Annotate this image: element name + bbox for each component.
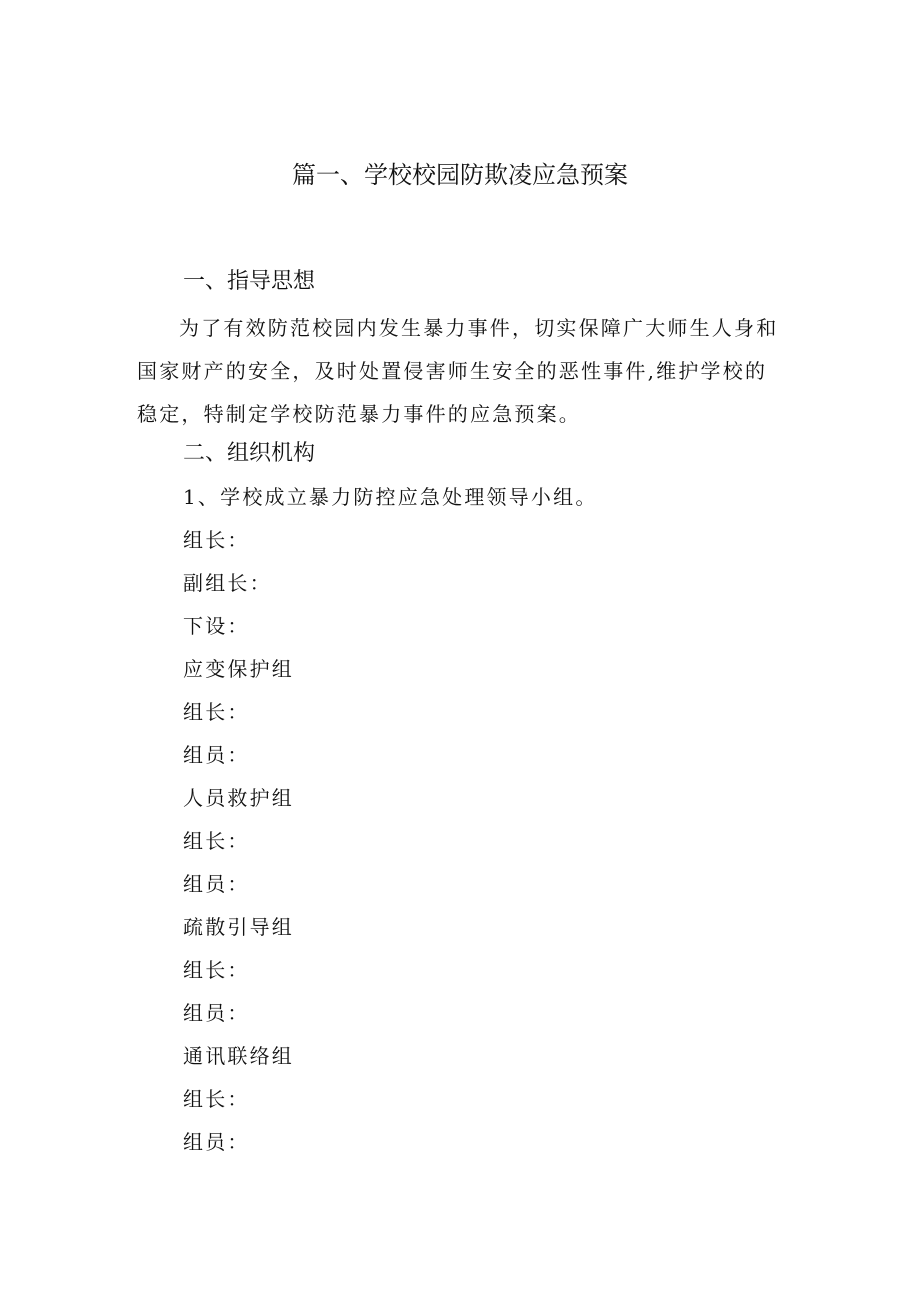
org-line: 组长： — [183, 700, 250, 724]
org-line: 组员： — [183, 1001, 250, 1025]
org-line: 组员： — [183, 1130, 250, 1154]
guiding-ideology-paragraph — [137, 307, 787, 436]
org-line-leading-group: 1、学校成立暴力防控应急处理领导小组。 — [183, 485, 598, 509]
org-line: 组长： — [183, 1087, 250, 1111]
org-line-group-name: 疏散引导组 — [183, 915, 294, 939]
org-line-group-name: 通讯联络组 — [183, 1044, 294, 1068]
org-line: 组长： — [183, 958, 250, 982]
paragraph-text: 为了有效防范校园内发生暴力事件，切实保障广大师生人身和国家财产的安全，及时处置侵害师生安全的恶性事件,维护学校的稳定，特制定学校防范暴力事件的应急预案。 — [137, 316, 779, 426]
org-line: 组员： — [183, 743, 250, 767]
org-line: 副组长： — [183, 571, 272, 595]
section-heading-guiding-ideology: 一、指导思想 — [183, 269, 316, 294]
org-line: 组长： — [183, 829, 250, 853]
org-line-group-name: 人员救护组 — [183, 786, 294, 810]
org-line: 下设： — [183, 614, 250, 638]
section-heading-organization: 二、组织机构 — [183, 441, 316, 466]
org-line-group-name: 应变保护组 — [183, 657, 294, 681]
document-title: 篇一、学校校园防欺凌应急预案 — [292, 161, 628, 189]
org-line: 组长： — [183, 528, 250, 552]
org-line: 组员： — [183, 872, 250, 896]
